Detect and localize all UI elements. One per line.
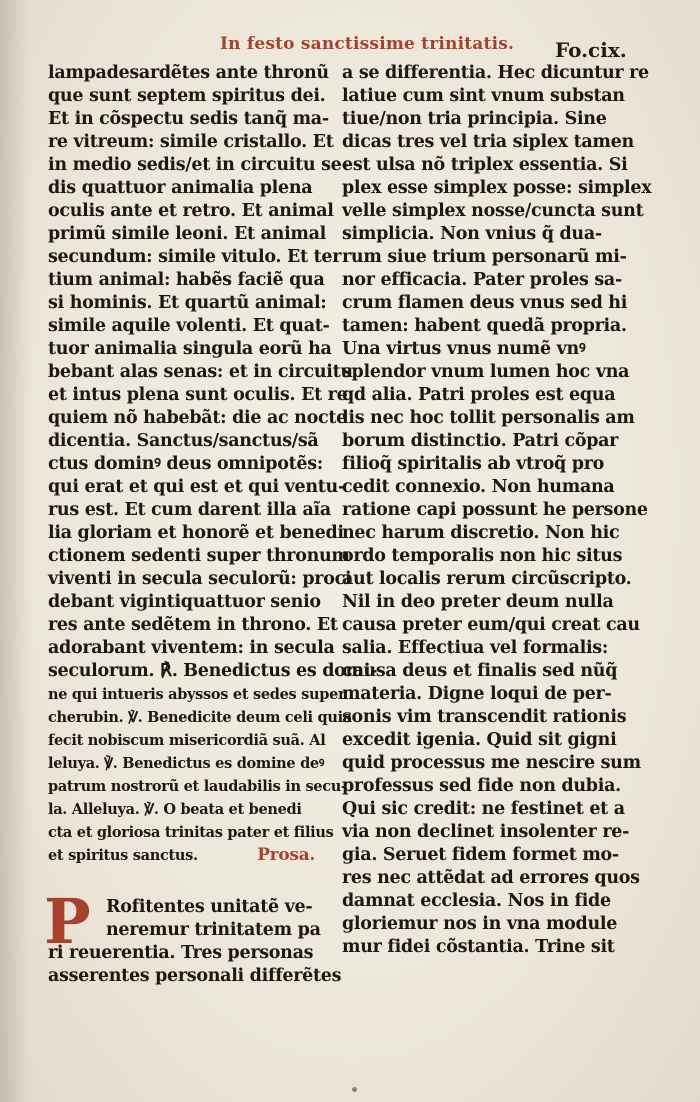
text-line: seculorum. ℟. Benedictus es domi-: [48, 661, 378, 681]
text-line: qui erat et qui est et qui ventu-: [48, 477, 345, 497]
text-line: Et in cõspectu sedis tanq̃ ma-: [48, 109, 329, 129]
text-line: causa preter eum/qui creat cau: [342, 615, 640, 635]
text-line-small: fecit nobiscum misericordiã suã. Al: [48, 732, 326, 749]
text-line-small: ne qui intueris abyssos et sedes super: [48, 686, 346, 703]
gutter-shadow: [0, 0, 30, 1102]
text-line: cedit connexio. Non humana: [342, 477, 615, 497]
text-line: damnat ecclesia. Nos in fide: [342, 891, 611, 911]
text-line: in medio sedis/et in circuitu se-: [48, 155, 349, 175]
prosa-text-block: [48, 896, 342, 988]
prosa-line-text: et spiritus sanctus.: [48, 847, 198, 864]
text-line: filioq̃ spiritalis ab vtroq̃ pro: [342, 454, 605, 474]
folio-number: Fo.cix.: [555, 38, 627, 62]
text-line: nec harum discretio. Non hic: [342, 523, 620, 543]
text-line: est ulsa nõ triplex essentia. Si: [342, 155, 628, 175]
text-line: qd alia. Patri proles est equa: [342, 385, 616, 405]
text-line: lis nec hoc tollit personalis am: [342, 408, 635, 428]
drop-capital: P: [44, 885, 91, 958]
text-line: a se differentia. Hec dicuntur re: [342, 63, 649, 83]
text-line: dis quattuor animalia plena: [48, 178, 313, 198]
text-line: simile aquile volenti. Et quat-: [48, 316, 330, 336]
text-line: res nec attẽdat ad errores quos: [342, 868, 640, 888]
text-line: bebant alas senas: et in circuitu: [48, 362, 353, 382]
text-line: borum distinctio. Patri cõpar: [342, 431, 619, 451]
text-line: Qui sic credit: ne festinet et a: [342, 799, 625, 819]
text-line: adorabant viventem: in secula: [48, 638, 335, 658]
text-line: gloriemur nos in vna module: [342, 914, 618, 934]
page-speck: [352, 1087, 357, 1092]
text-line: velle simplex nosse/cuncta sunt: [342, 201, 644, 221]
text-line: ri reuerentia. Tres personas: [48, 943, 314, 963]
text-line-small: la. Alleluya. ℣. O beata et benedi: [48, 801, 302, 818]
text-line: re vitreum: simile cristallo. Et: [48, 132, 334, 152]
text-line: professus sed fide non dubia.: [342, 776, 621, 796]
text-line: quiem nõ habebãt: die ac nocte: [48, 408, 347, 428]
text-line: crum flamen deus vnus sed hi: [342, 293, 628, 313]
text-line: nor efficacia. Pater proles sa-: [342, 270, 622, 290]
text-line: plex esse simplex posse: simplex: [342, 178, 652, 198]
text-line: gia. Seruet fidem formet mo-: [342, 845, 619, 865]
text-line: latiue cum sint vnum substan: [342, 86, 625, 106]
text-line: tium animal: habẽs faciẽ qua: [48, 270, 325, 290]
text-line: tuor animalia singula eorũ ha: [48, 339, 332, 359]
text-line: que sunt septem spiritus dei.: [48, 86, 326, 106]
text-line: lia gloriam et honorẽ et benedi: [48, 523, 344, 543]
text-line: tamen: habent quedã propria.: [342, 316, 627, 336]
text-line: quid processus me nescire sum: [342, 753, 641, 773]
text-line: primũ simile leoni. Et animal: [48, 224, 327, 244]
text-line: dicentia. Sanctus/sanctus/sã: [48, 431, 319, 451]
text-line: via non declinet insolenter re-: [342, 822, 630, 842]
text-line: salia. Effectiua vel formalis:: [342, 638, 609, 658]
text-line: et intus plena sunt oculis. Et re: [48, 385, 348, 405]
text-line: ctionem sedenti super thronum: [48, 546, 350, 566]
text-line: splendor vnum lumen hoc vna: [342, 362, 630, 382]
text-line: sonis vim transcendit rationis: [342, 707, 627, 727]
text-line: simplicia. Non vnius q̃ dua-: [342, 224, 602, 244]
text-line-small: patrum nostrorũ et laudabilis in secu-: [48, 778, 347, 795]
text-line: ratione capi possunt he persone: [342, 500, 648, 520]
prosa-line: [48, 844, 323, 867]
text-line: causa deus et finalis sed nũq̃: [342, 661, 618, 681]
right-column: [342, 62, 652, 959]
text-line: aut localis rerum circũscripto.: [342, 569, 632, 589]
text-line: Una virtus vnus numẽ vnꝰ: [342, 339, 586, 359]
running-title: In festo sanctissime trinitatis.: [220, 34, 515, 54]
text-line: lampadesardẽtes ante thronũ: [48, 63, 329, 83]
text-line: viventi in secula seculorũ: proci: [48, 569, 352, 589]
text-line: Rofitentes unitatẽ ve-: [106, 897, 313, 917]
text-line: debant vigintiquattuor senio: [48, 592, 321, 612]
text-line: oculis ante et retro. Et animal: [48, 201, 334, 221]
text-line: si hominis. Et quartũ animal:: [48, 293, 327, 313]
prosa-label: Prosa.: [257, 845, 315, 865]
text-line: rum siue trium personarũ mi-: [342, 247, 627, 267]
text-line: Nil in deo preter deum nulla: [342, 592, 614, 612]
text-line: mur fidei cõstantia. Trine sit: [342, 937, 615, 957]
text-line: ctus dominꝰ deus omnipotẽs:: [48, 454, 323, 474]
text-line: asserentes personali differẽtes: [48, 966, 342, 986]
left-column: [48, 62, 378, 867]
text-line-small: cta et gloriosa trinitas pater et filius: [48, 824, 334, 841]
text-line: excedit igenia. Quid sit gigni: [342, 730, 617, 750]
text-line-small: leluya. ℣. Benedictus es domine deꝰ: [48, 755, 325, 772]
text-line: materia. Digne loqui de per-: [342, 684, 612, 704]
text-line: res ante sedẽtem in throno. Et: [48, 615, 338, 635]
text-line: secundum: simile vitulo. Et ter: [48, 247, 342, 267]
text-line: neremur trinitatem pa: [106, 920, 321, 940]
text-line-small: cherubin. ℣. Benedicite deum celi quia: [48, 709, 352, 726]
text-line: dicas tres vel tria siplex tamen: [342, 132, 634, 152]
text-line: tiue/non tria principia. Sine: [342, 109, 607, 129]
text-line: ordo temporalis non hic situs: [342, 546, 623, 566]
text-line: rus est. Et cum darent illa aĩa: [48, 500, 331, 520]
